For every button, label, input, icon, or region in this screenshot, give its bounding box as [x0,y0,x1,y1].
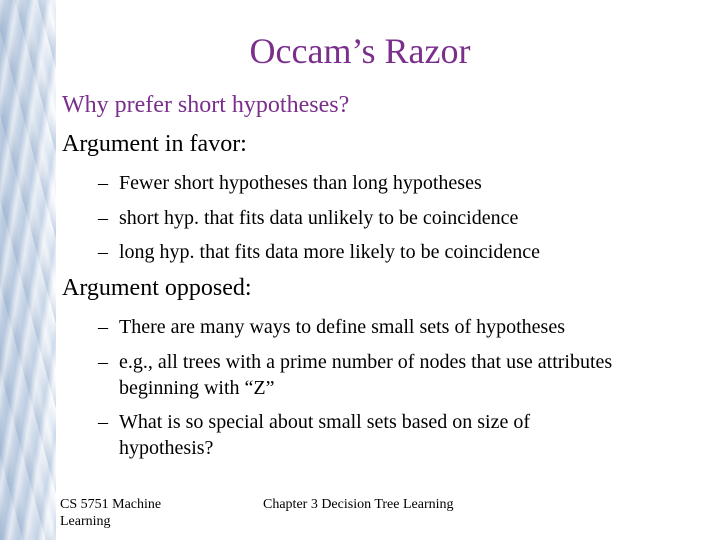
argument-favor-heading: Argument in favor: [62,131,247,157]
list-item [98,170,658,196]
marble-sidebar-decoration [0,0,56,540]
list-item-text: long hyp. that fits data more likely to be coincidence [119,241,540,263]
list-item-text: What is so special about small sets based on size of hypothesis? [119,411,531,459]
question-heading: Why prefer short hypotheses? [62,92,350,118]
dash-bullet: – [98,316,108,338]
dash-bullet: – [98,206,108,229]
dash-bullet: – [98,241,108,263]
opposed-list [98,314,668,470]
list-item-text: There are many ways to define small sets of hypotheses [119,316,565,338]
dash-bullet: – [98,350,108,373]
footer-chapter: Chapter 3 Decision Tree Learning [263,497,454,512]
list-item [98,314,668,340]
dash-bullet: – [98,411,108,433]
list-item [98,409,619,461]
list-item-text: e.g., all trees with a prime number of nodes that use attributes beginning with “Z” [119,350,613,399]
list-item-text: Fewer short hypotheses than long hypotheses [119,172,482,194]
list-item [98,349,668,401]
footer-course: CS 5751 Machine Learning [60,497,162,529]
list-item [98,239,658,265]
list-item [98,205,658,231]
argument-opposed-heading: Argument opposed: [62,275,252,301]
slide-title: Occam’s Razor [249,31,471,71]
dash-bullet: – [98,172,108,194]
favor-list [98,170,658,274]
list-item-text: short hyp. that fits data unlikely to be coincidence [119,206,519,229]
